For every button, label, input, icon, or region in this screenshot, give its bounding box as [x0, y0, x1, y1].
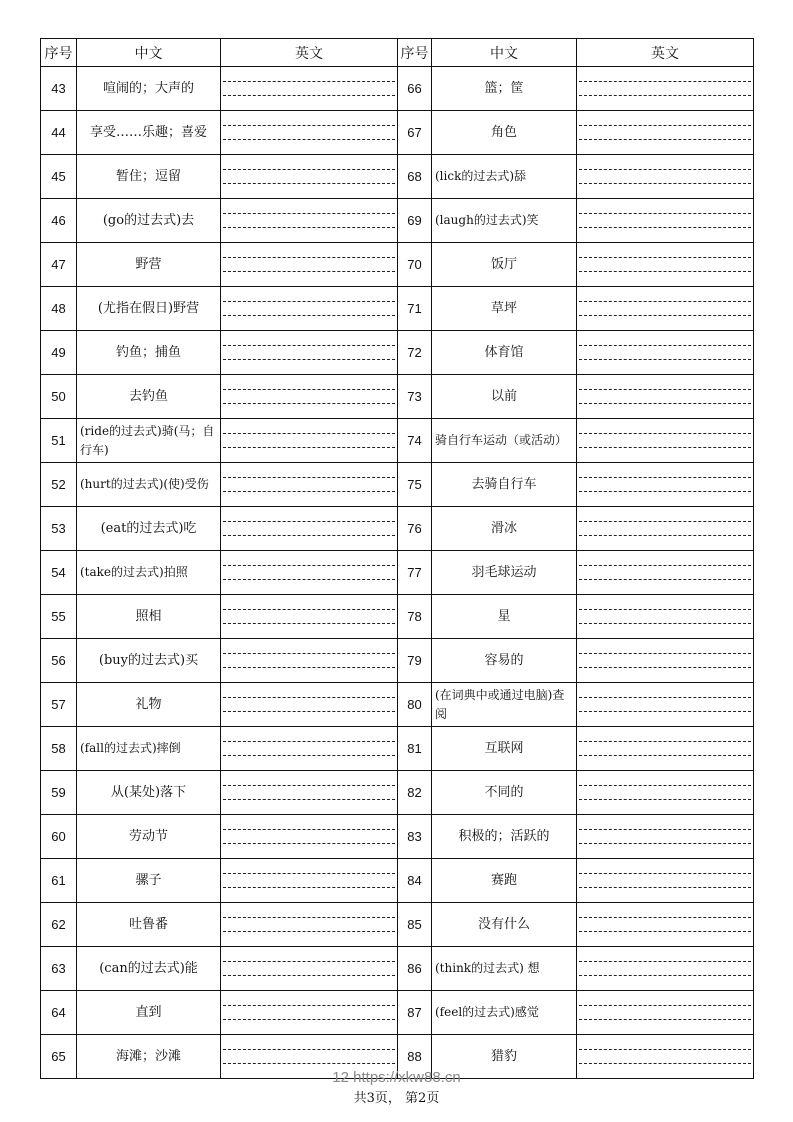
- dashed-writing-line: [223, 81, 395, 82]
- dashed-writing-line: [223, 799, 395, 800]
- dashed-writing-line: [223, 433, 395, 434]
- dashed-writing-line: [579, 125, 751, 126]
- table-row: [41, 331, 754, 375]
- dashed-writing-line: [579, 755, 751, 756]
- english-answer-field[interactable]: [221, 375, 398, 419]
- table-row: [41, 683, 754, 727]
- chinese-term: 羽毛球运动: [432, 551, 577, 595]
- row-number: 50: [41, 375, 77, 419]
- row-number: 83: [398, 815, 432, 859]
- english-answer-field[interactable]: [221, 463, 398, 507]
- dashed-writing-line: [223, 653, 395, 654]
- row-number: 51: [41, 419, 77, 463]
- dashed-writing-line: [579, 447, 751, 448]
- dashed-writing-line: [579, 579, 751, 580]
- row-number: 80: [398, 683, 432, 727]
- dashed-writing-line: [579, 301, 751, 302]
- dashed-writing-line: [579, 653, 751, 654]
- chinese-term: 角色: [432, 111, 577, 155]
- row-number: 81: [398, 727, 432, 771]
- dashed-writing-line: [223, 975, 395, 976]
- chinese-term: 体育馆: [432, 331, 577, 375]
- dashed-writing-line: [579, 667, 751, 668]
- english-answer-field[interactable]: [577, 243, 754, 287]
- chinese-term: 去骑自行车: [432, 463, 577, 507]
- english-answer-field[interactable]: [577, 859, 754, 903]
- dashed-writing-line: [579, 491, 751, 492]
- english-answer-field[interactable]: [221, 111, 398, 155]
- table-row: [41, 947, 754, 991]
- dashed-writing-line: [223, 887, 395, 888]
- english-answer-field[interactable]: [221, 947, 398, 991]
- header-chinese: 中文: [432, 39, 577, 67]
- chinese-term: 猎豹: [432, 1035, 577, 1079]
- dashed-writing-line: [223, 711, 395, 712]
- dashed-writing-line: [579, 961, 751, 962]
- row-number: 67: [398, 111, 432, 155]
- dashed-writing-line: [223, 521, 395, 522]
- chinese-term: (can的过去式)能: [77, 947, 221, 991]
- dashed-writing-line: [579, 227, 751, 228]
- row-number: 47: [41, 243, 77, 287]
- dashed-writing-line: [579, 81, 751, 82]
- dashed-writing-line: [223, 271, 395, 272]
- row-number: 88: [398, 1035, 432, 1079]
- dashed-writing-line: [223, 169, 395, 170]
- english-answer-field[interactable]: [221, 991, 398, 1035]
- row-number: 77: [398, 551, 432, 595]
- dashed-writing-line: [223, 1005, 395, 1006]
- chinese-term: 照相: [77, 595, 221, 639]
- dashed-writing-line: [223, 359, 395, 360]
- chinese-term: (buy的过去式)买: [77, 639, 221, 683]
- dashed-writing-line: [579, 887, 751, 888]
- dashed-writing-line: [579, 975, 751, 976]
- dashed-writing-line: [579, 873, 751, 874]
- dashed-writing-line: [579, 565, 751, 566]
- chinese-term: (take的过去式)拍照: [77, 551, 221, 595]
- dashed-writing-line: [223, 579, 395, 580]
- dashed-writing-line: [579, 257, 751, 258]
- chinese-term: (尤指在假日)野营: [77, 287, 221, 331]
- dashed-writing-line: [223, 1019, 395, 1020]
- english-answer-field[interactable]: [221, 243, 398, 287]
- dashed-writing-line: [223, 315, 395, 316]
- header-chinese: 中文: [77, 39, 221, 67]
- row-number: 82: [398, 771, 432, 815]
- table-row: [41, 419, 754, 463]
- table-row: [41, 287, 754, 331]
- chinese-term: (feel的过去式)感觉: [432, 991, 577, 1035]
- header-english: 英文: [221, 39, 398, 67]
- chinese-term: 劳动节: [77, 815, 221, 859]
- table-row: [41, 243, 754, 287]
- row-number: 59: [41, 771, 77, 815]
- row-number: 58: [41, 727, 77, 771]
- chinese-term: 从(某处)落下: [77, 771, 221, 815]
- dashed-writing-line: [223, 535, 395, 536]
- chinese-term: (lick的过去式)舔: [432, 155, 577, 199]
- dashed-writing-line: [579, 1019, 751, 1020]
- dashed-writing-line: [579, 609, 751, 610]
- dashed-writing-line: [223, 667, 395, 668]
- chinese-term: 饭厅: [432, 243, 577, 287]
- table-row: [41, 727, 754, 771]
- row-number: 84: [398, 859, 432, 903]
- row-number: 64: [41, 991, 77, 1035]
- dashed-writing-line: [223, 931, 395, 932]
- english-answer-field[interactable]: [221, 155, 398, 199]
- chinese-term: 以前: [432, 375, 577, 419]
- english-answer-field[interactable]: [577, 683, 754, 727]
- table-row: [41, 375, 754, 419]
- dashed-writing-line: [579, 917, 751, 918]
- dashed-writing-line: [223, 609, 395, 610]
- english-answer-field[interactable]: [577, 331, 754, 375]
- english-answer-field[interactable]: [221, 771, 398, 815]
- dashed-writing-line: [223, 95, 395, 96]
- english-answer-field[interactable]: [577, 199, 754, 243]
- row-number: 65: [41, 1035, 77, 1079]
- dashed-writing-line: [223, 227, 395, 228]
- english-answer-field[interactable]: [577, 639, 754, 683]
- dashed-writing-line: [579, 1063, 751, 1064]
- english-answer-field[interactable]: [577, 419, 754, 463]
- dashed-writing-line: [579, 711, 751, 712]
- dashed-writing-line: [223, 873, 395, 874]
- dashed-writing-line: [579, 1005, 751, 1006]
- dashed-writing-line: [579, 213, 751, 214]
- row-number: 60: [41, 815, 77, 859]
- table-row: [41, 639, 754, 683]
- chinese-term: (go的过去式)去: [77, 199, 221, 243]
- english-answer-field[interactable]: [221, 287, 398, 331]
- chinese-term: 骡子: [77, 859, 221, 903]
- row-number: 69: [398, 199, 432, 243]
- english-answer-field[interactable]: [221, 639, 398, 683]
- row-number: 73: [398, 375, 432, 419]
- english-answer-field[interactable]: [577, 67, 754, 111]
- dashed-writing-line: [579, 359, 751, 360]
- dashed-writing-line: [223, 491, 395, 492]
- row-number: 70: [398, 243, 432, 287]
- dashed-writing-line: [579, 183, 751, 184]
- row-number: 43: [41, 67, 77, 111]
- english-answer-field[interactable]: [221, 683, 398, 727]
- table-row: [41, 199, 754, 243]
- chinese-term: (fall的过去式)摔倒: [77, 727, 221, 771]
- table-row: [41, 463, 754, 507]
- dashed-writing-line: [223, 565, 395, 566]
- dashed-writing-line: [579, 829, 751, 830]
- english-answer-field[interactable]: [221, 551, 398, 595]
- header-num: 序号: [41, 39, 77, 67]
- dashed-writing-line: [579, 799, 751, 800]
- row-number: 66: [398, 67, 432, 111]
- english-answer-field[interactable]: [577, 771, 754, 815]
- row-number: 79: [398, 639, 432, 683]
- dashed-writing-line: [223, 389, 395, 390]
- chinese-term: 篮；筐: [432, 67, 577, 111]
- row-number: 55: [41, 595, 77, 639]
- row-number: 86: [398, 947, 432, 991]
- dashed-writing-line: [579, 535, 751, 536]
- chinese-term: (hurt的过去式)(使)受伤: [77, 463, 221, 507]
- chinese-term: 不同的: [432, 771, 577, 815]
- dashed-writing-line: [579, 931, 751, 932]
- english-answer-field[interactable]: [221, 507, 398, 551]
- dashed-writing-line: [223, 1063, 395, 1064]
- dashed-writing-line: [579, 785, 751, 786]
- chinese-term: 草坪: [432, 287, 577, 331]
- chinese-term: 去钓鱼: [77, 375, 221, 419]
- table-row: [41, 551, 754, 595]
- chinese-term: 享受……乐趣；喜爱: [77, 111, 221, 155]
- dashed-writing-line: [223, 623, 395, 624]
- dashed-writing-line: [223, 183, 395, 184]
- row-number: 53: [41, 507, 77, 551]
- english-answer-field[interactable]: [221, 859, 398, 903]
- dashed-writing-line: [223, 755, 395, 756]
- dashed-writing-line: [223, 1049, 395, 1050]
- english-answer-field[interactable]: [221, 727, 398, 771]
- dashed-writing-line: [223, 345, 395, 346]
- dashed-writing-line: [579, 741, 751, 742]
- row-number: 75: [398, 463, 432, 507]
- page-number: 共3页， 第2页: [353, 1091, 440, 1106]
- dashed-writing-line: [223, 125, 395, 126]
- row-number: 46: [41, 199, 77, 243]
- row-number: 61: [41, 859, 77, 903]
- row-number: 85: [398, 903, 432, 947]
- chinese-term: 吐鲁番: [77, 903, 221, 947]
- english-answer-field[interactable]: [577, 507, 754, 551]
- watermark: 12 https://xkw88.cn: [332, 1069, 461, 1086]
- dashed-writing-line: [579, 169, 751, 170]
- table-row: [41, 815, 754, 859]
- table-row: [41, 595, 754, 639]
- dashed-writing-line: [579, 477, 751, 478]
- row-number: 78: [398, 595, 432, 639]
- dashed-writing-line: [223, 213, 395, 214]
- dashed-writing-line: [223, 785, 395, 786]
- vocabulary-table: [40, 38, 754, 1079]
- chinese-term: (ride的过去式)骑(马；自行车): [77, 419, 221, 463]
- dashed-writing-line: [223, 917, 395, 918]
- english-answer-field[interactable]: [221, 199, 398, 243]
- english-answer-field[interactable]: [221, 419, 398, 463]
- chinese-term: 钓鱼；捕鱼: [77, 331, 221, 375]
- dashed-writing-line: [579, 623, 751, 624]
- dashed-writing-line: [579, 403, 751, 404]
- chinese-term: 海滩；沙滩: [77, 1035, 221, 1079]
- row-number: 44: [41, 111, 77, 155]
- row-number: 57: [41, 683, 77, 727]
- dashed-writing-line: [579, 433, 751, 434]
- dashed-writing-line: [579, 843, 751, 844]
- row-number: 63: [41, 947, 77, 991]
- dashed-writing-line: [579, 389, 751, 390]
- chinese-term: 喧闹的；大声的: [77, 67, 221, 111]
- chinese-term: 容易的: [432, 639, 577, 683]
- chinese-term: 互联网: [432, 727, 577, 771]
- chinese-term: 直到: [77, 991, 221, 1035]
- header-english: 英文: [577, 39, 754, 67]
- dashed-writing-line: [579, 1049, 751, 1050]
- chinese-term: (eat的过去式)吃: [77, 507, 221, 551]
- row-number: 72: [398, 331, 432, 375]
- dashed-writing-line: [223, 477, 395, 478]
- english-answer-field[interactable]: [221, 331, 398, 375]
- english-answer-field[interactable]: [221, 903, 398, 947]
- english-answer-field[interactable]: [577, 727, 754, 771]
- row-number: 45: [41, 155, 77, 199]
- english-answer-field[interactable]: [577, 375, 754, 419]
- english-answer-field[interactable]: [577, 815, 754, 859]
- chinese-term: 没有什么: [432, 903, 577, 947]
- dashed-writing-line: [579, 139, 751, 140]
- dashed-writing-line: [579, 315, 751, 316]
- dashed-writing-line: [223, 961, 395, 962]
- english-answer-field[interactable]: [577, 595, 754, 639]
- chinese-term: 赛跑: [432, 859, 577, 903]
- dashed-writing-line: [579, 521, 751, 522]
- header-row: [41, 39, 754, 67]
- table-row: [41, 991, 754, 1035]
- table-row: [41, 859, 754, 903]
- dashed-writing-line: [579, 697, 751, 698]
- row-number: 56: [41, 639, 77, 683]
- row-number: 71: [398, 287, 432, 331]
- english-answer-field[interactable]: [577, 287, 754, 331]
- english-answer-field[interactable]: [221, 67, 398, 111]
- dashed-writing-line: [223, 829, 395, 830]
- dashed-writing-line: [223, 843, 395, 844]
- chinese-term: 滑冰: [432, 507, 577, 551]
- chinese-term: 骑自行车运动（或活动）: [432, 419, 577, 463]
- dashed-writing-line: [579, 345, 751, 346]
- english-answer-field[interactable]: [577, 551, 754, 595]
- chinese-term: 星: [432, 595, 577, 639]
- table-row: [41, 67, 754, 111]
- dashed-writing-line: [223, 139, 395, 140]
- dashed-writing-line: [223, 741, 395, 742]
- english-answer-field[interactable]: [577, 463, 754, 507]
- table-row: [41, 507, 754, 551]
- dashed-writing-line: [579, 95, 751, 96]
- dashed-writing-line: [579, 271, 751, 272]
- chinese-term: 礼物: [77, 683, 221, 727]
- row-number: 68: [398, 155, 432, 199]
- english-answer-field[interactable]: [577, 947, 754, 991]
- row-number: 49: [41, 331, 77, 375]
- chinese-term: 野营: [77, 243, 221, 287]
- chinese-term: 积极的；活跃的: [432, 815, 577, 859]
- english-answer-field[interactable]: [577, 111, 754, 155]
- table-row: [41, 111, 754, 155]
- table-row: [41, 155, 754, 199]
- english-answer-field[interactable]: [221, 595, 398, 639]
- dashed-writing-line: [223, 257, 395, 258]
- dashed-writing-line: [223, 301, 395, 302]
- chinese-term: 暂住；逗留: [77, 155, 221, 199]
- row-number: 54: [41, 551, 77, 595]
- row-number: 48: [41, 287, 77, 331]
- row-number: 76: [398, 507, 432, 551]
- row-number: 52: [41, 463, 77, 507]
- english-answer-field[interactable]: [577, 155, 754, 199]
- dashed-writing-line: [223, 447, 395, 448]
- chinese-term: (laugh的过去式)笑: [432, 199, 577, 243]
- chinese-term: (在词典中或通过电脑)查阅: [432, 683, 577, 727]
- chinese-term: (think的过去式) 想: [432, 947, 577, 991]
- row-number: 87: [398, 991, 432, 1035]
- row-number: 62: [41, 903, 77, 947]
- table-row: [41, 771, 754, 815]
- english-answer-field[interactable]: [221, 815, 398, 859]
- table-row: [41, 903, 754, 947]
- row-number: 74: [398, 419, 432, 463]
- dashed-writing-line: [223, 697, 395, 698]
- english-answer-field[interactable]: [577, 991, 754, 1035]
- header-num: 序号: [398, 39, 432, 67]
- english-answer-field[interactable]: [577, 903, 754, 947]
- dashed-writing-line: [223, 403, 395, 404]
